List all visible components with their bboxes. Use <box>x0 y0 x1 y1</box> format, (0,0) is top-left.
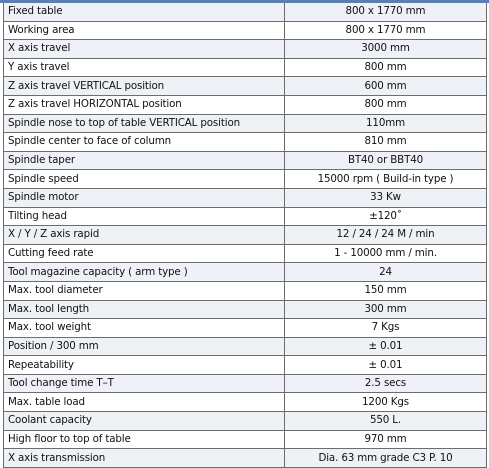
table-row <box>4 393 487 412</box>
spec-value: 110mm <box>285 114 487 133</box>
spec-value: 150 mm <box>285 281 487 300</box>
spec-value: ± 0.01 <box>285 337 487 356</box>
spec-value: 33 Kw <box>285 188 487 207</box>
spec-label: X axis transmission <box>4 449 285 468</box>
spec-label: Working area <box>4 21 285 40</box>
spec-value: 800 mm <box>285 95 487 114</box>
spec-label: Tilting head <box>4 207 285 226</box>
spec-label: Z axis travel VERTICAL position <box>4 77 285 96</box>
spec-label: Spindle nose to top of table VERTICAL position <box>4 114 285 133</box>
table-row <box>4 170 487 189</box>
specifications-table-body <box>4 3 487 468</box>
table-row <box>4 226 487 245</box>
table-row <box>4 449 487 468</box>
spec-label: Max. tool diameter <box>4 281 285 300</box>
spec-label: Max. tool length <box>4 300 285 319</box>
table-row <box>4 58 487 77</box>
spec-value: Dia. 63 mm grade C3 P. 10 <box>285 449 487 468</box>
table-row <box>4 188 487 207</box>
spec-value: 550 L. <box>285 412 487 431</box>
spec-label: Position / 300 mm <box>4 337 285 356</box>
table-row <box>4 77 487 96</box>
spec-value: 12 / 24 / 24 M / min <box>285 226 487 245</box>
spec-label: Fixed table <box>4 3 285 22</box>
spec-value: 600 mm <box>285 77 487 96</box>
spec-value: 300 mm <box>285 300 487 319</box>
specifications-table <box>3 2 487 468</box>
spec-value: 970 mm <box>285 430 487 449</box>
table-row <box>4 114 487 133</box>
spec-value: 7 Kgs <box>285 319 487 338</box>
table-row <box>4 244 487 263</box>
spec-value: ±120˚ <box>285 207 487 226</box>
table-row <box>4 40 487 59</box>
table-row <box>4 133 487 152</box>
table-row <box>4 151 487 170</box>
spec-label: Tool magazine capacity ( arm type ) <box>4 263 285 282</box>
spec-value: 2.5 secs <box>285 374 487 393</box>
spec-value: 1200 Kgs <box>285 393 487 412</box>
table-row <box>4 207 487 226</box>
table-row <box>4 430 487 449</box>
spec-label: Tool change time T–T <box>4 374 285 393</box>
spec-value: ± 0.01 <box>285 356 487 375</box>
table-row <box>4 263 487 282</box>
spec-label: Z axis travel HORIZONTAL position <box>4 95 285 114</box>
spec-label: Spindle motor <box>4 188 285 207</box>
spec-value: 800 x 1770 mm <box>285 3 487 22</box>
spec-value: BT40 or BBT40 <box>285 151 487 170</box>
spec-value: 810 mm <box>285 133 487 152</box>
table-row <box>4 319 487 338</box>
spec-label: High floor to top of table <box>4 430 285 449</box>
spec-value: 1 - 10000 mm / min. <box>285 244 487 263</box>
spec-label: Max. table load <box>4 393 285 412</box>
table-row <box>4 374 487 393</box>
table-row <box>4 300 487 319</box>
spec-label: X / Y / Z axis rapid <box>4 226 285 245</box>
table-row <box>4 337 487 356</box>
spec-label: Max. tool weight <box>4 319 285 338</box>
spec-label: Y axis travel <box>4 58 285 77</box>
spec-label: Spindle center to face of column <box>4 133 285 152</box>
spec-label: X axis travel <box>4 40 285 59</box>
table-row <box>4 3 487 22</box>
table-row <box>4 95 487 114</box>
spec-label: Cutting feed rate <box>4 244 285 263</box>
spec-label: Spindle speed <box>4 170 285 189</box>
table-row <box>4 356 487 375</box>
table-row <box>4 412 487 431</box>
spec-value: 800 x 1770 mm <box>285 21 487 40</box>
top-accent-bar <box>0 0 489 3</box>
table-row <box>4 281 487 300</box>
spec-value: 3000 mm <box>285 40 487 59</box>
spec-label: Coolant capacity <box>4 412 285 431</box>
spec-value: 24 <box>285 263 487 282</box>
table-row <box>4 21 487 40</box>
spec-value: 800 mm <box>285 58 487 77</box>
spec-label: Spindle taper <box>4 151 285 170</box>
spec-label: Repeatability <box>4 356 285 375</box>
spec-value: 15000 rpm ( Build-in type ) <box>285 170 487 189</box>
